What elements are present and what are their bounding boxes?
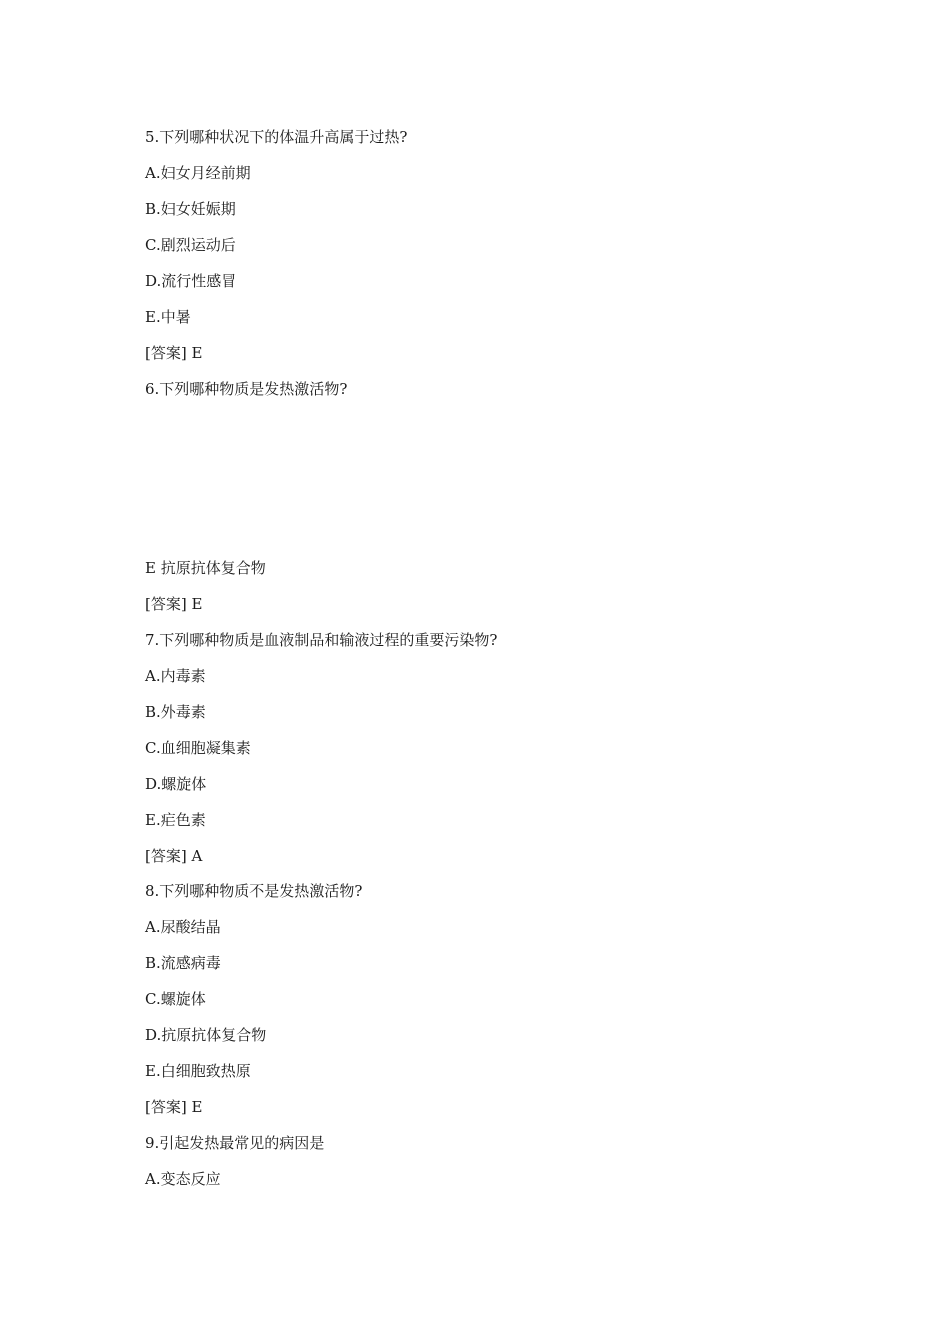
question-7-option-d: D.螺旋体 bbox=[145, 775, 207, 793]
question-5-option-e: E.中暑 bbox=[145, 308, 191, 326]
question-6-answer: [答案] E bbox=[145, 595, 203, 613]
question-6-option-e: E 抗原抗体复合物 bbox=[145, 559, 266, 577]
question-8-option-d: D.抗原抗体复合物 bbox=[145, 1026, 267, 1044]
question-7-option-c: C.血细胞凝集素 bbox=[145, 739, 251, 757]
question-8-answer: [答案] E bbox=[145, 1098, 203, 1116]
question-7-text: 7.下列哪种物质是血液制品和输液过程的重要污染物? bbox=[145, 631, 498, 649]
question-9-option-a: A.变态反应 bbox=[145, 1170, 221, 1188]
question-7-option-b: B.外毒素 bbox=[145, 703, 206, 721]
question-5-option-a: A.妇女月经前期 bbox=[145, 164, 251, 182]
question-5-option-b: B.妇女妊娠期 bbox=[145, 200, 236, 218]
question-7-answer: [答案] A bbox=[145, 847, 203, 865]
question-6-text: 6.下列哪种物质是发热激活物? bbox=[145, 380, 348, 398]
question-5-text: 5.下列哪种状况下的体温升高属于过热? bbox=[145, 128, 408, 146]
question-8-option-e: E.白细胞致热原 bbox=[145, 1062, 251, 1080]
question-7-option-a: A.内毒素 bbox=[145, 667, 206, 685]
question-8-text: 8.下列哪种物质不是发热激活物? bbox=[145, 882, 363, 900]
question-5-option-d: D.流行性感冒 bbox=[145, 272, 237, 290]
question-8-option-c: C.螺旋体 bbox=[145, 990, 206, 1008]
question-5-answer: [答案] E bbox=[145, 344, 203, 362]
question-8-option-b: B.流感病毒 bbox=[145, 954, 221, 972]
question-8-option-a: A.尿酸结晶 bbox=[145, 918, 221, 936]
question-5-option-c: C.剧烈运动后 bbox=[145, 236, 236, 254]
question-9-text: 9.引起发热最常见的病因是 bbox=[145, 1134, 325, 1152]
question-7-option-e: E.疟色素 bbox=[145, 811, 206, 829]
